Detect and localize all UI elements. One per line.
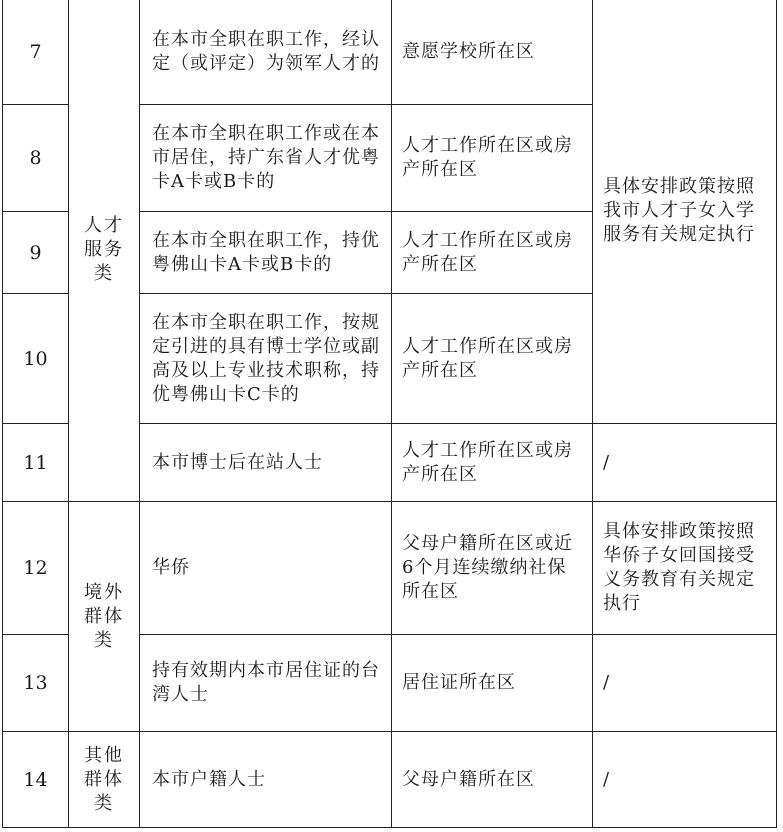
- category-other: 其他群体类: [84, 744, 124, 814]
- policy-cell: 具体安排政策按照华侨子女回国接受义务教育有关规定执行: [593, 502, 777, 635]
- condition-cell: 持有效期内本市居住证的台湾人士: [140, 635, 392, 732]
- condition-cell: 在本市全职在职工作，持优粤佛山卡A卡或B卡的: [140, 212, 392, 294]
- category-talent: 人才服务类: [84, 215, 124, 284]
- location-cell: 父母户籍所在区或近6个月连续缴纳社保所在区: [392, 502, 593, 635]
- policy-table: [2, 0, 777, 828]
- row-number: 10: [3, 294, 69, 424]
- row-number: 7: [3, 0, 69, 105]
- location-cell: 人才工作所在区或房产所在区: [392, 294, 593, 424]
- table-row: [3, 502, 777, 635]
- location-cell: 意愿学校所在区: [392, 0, 593, 105]
- row-number: 9: [3, 212, 69, 294]
- condition-cell: 本市户籍人士: [140, 732, 392, 828]
- condition-cell: 在本市全职在职工作，按规定引进的具有博士学位或副高及以上专业技术职称，持优粤佛山卡C卡的: [140, 294, 392, 424]
- category-cell: [69, 732, 140, 828]
- location-cell: 居住证所在区: [392, 635, 593, 732]
- table-row: [3, 0, 777, 105]
- location-cell: 人才工作所在区或房产所在区: [392, 105, 593, 212]
- category-overseas: 境外群体类: [84, 581, 124, 651]
- row-number: 11: [3, 424, 69, 502]
- table-row: [3, 732, 777, 828]
- condition-cell: 在本市全职在职工作，经认定（或评定）为领军人才的: [140, 0, 392, 105]
- policy-cell: 具体安排政策按照我市人才子女入学服务有关规定执行: [593, 0, 777, 424]
- policy-cell: /: [593, 732, 777, 828]
- condition-cell: 华侨: [140, 502, 392, 635]
- row-number: 14: [3, 732, 69, 828]
- row-number: 12: [3, 502, 69, 635]
- policy-cell: /: [593, 635, 777, 732]
- location-cell: 人才工作所在区或房产所在区: [392, 424, 593, 502]
- category-cell: [69, 0, 140, 502]
- location-cell: 人才工作所在区或房产所在区: [392, 212, 593, 294]
- row-number: 8: [3, 105, 69, 212]
- location-cell: 父母户籍所在区: [392, 732, 593, 828]
- policy-cell: /: [593, 424, 777, 502]
- condition-cell: 在本市全职在职工作或在本市居住，持广东省人才优粤卡A卡或B卡的: [140, 105, 392, 212]
- condition-cell: 本市博士后在站人士: [140, 424, 392, 502]
- row-number: 13: [3, 635, 69, 732]
- category-cell: [69, 502, 140, 732]
